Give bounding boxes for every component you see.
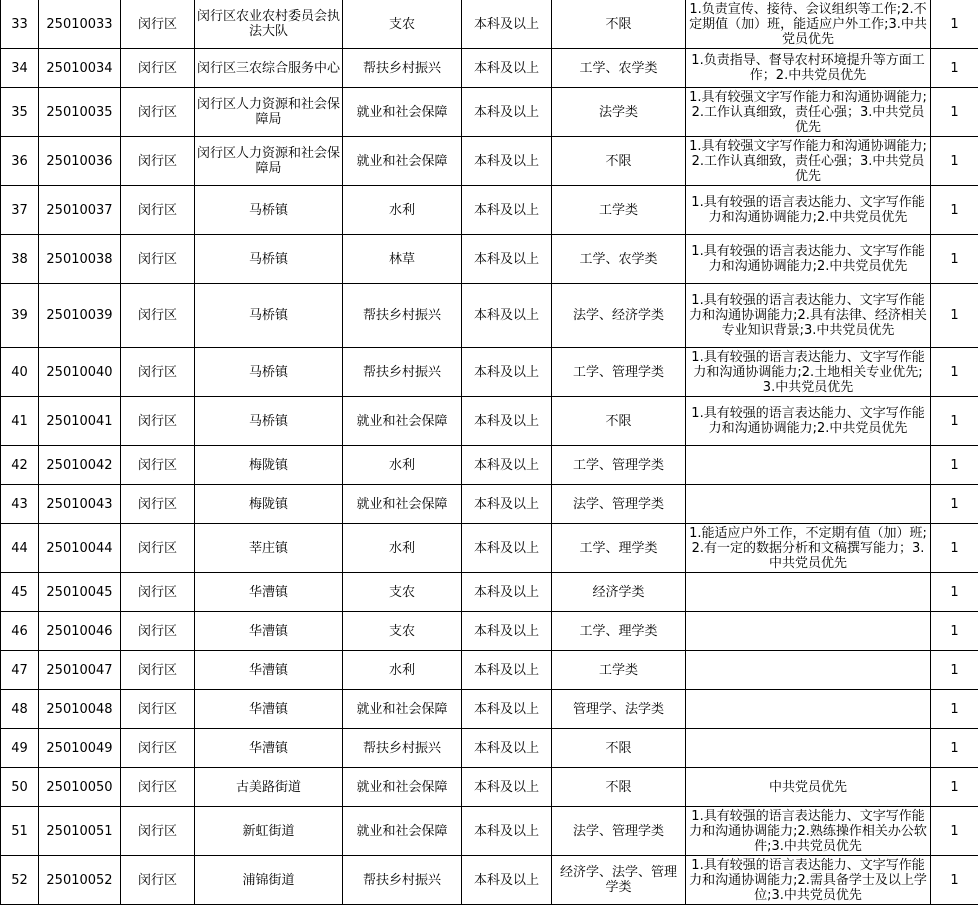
cell-education: 本科及以上 xyxy=(462,49,552,88)
cell-education: 本科及以上 xyxy=(462,485,552,524)
cell-position-code: 25010051 xyxy=(39,807,121,856)
cell-education: 本科及以上 xyxy=(462,137,552,186)
cell-row-number: 38 xyxy=(1,235,39,284)
cell-major: 工学、农学类 xyxy=(552,235,686,284)
cell-requirements: 1.负责宣传、接待、会议组织等工作;2.不定期值（加）班，能适应户外工作;3.中共党员优先 xyxy=(686,0,931,49)
cell-position: 就业和社会保障 xyxy=(343,137,462,186)
cell-education: 本科及以上 xyxy=(462,284,552,348)
cell-major: 工学类 xyxy=(552,651,686,690)
cell-row-number: 42 xyxy=(1,446,39,485)
cell-count: 1 xyxy=(931,768,978,807)
cell-requirements: 1.负责指导、督导农村环境提升等方面工作；2.中共党员优先 xyxy=(686,49,931,88)
cell-count: 1 xyxy=(931,0,978,49)
cell-education: 本科及以上 xyxy=(462,397,552,446)
cell-requirements: 1.具有较强的语言表达能力、文字写作能力和沟通协调能力;2.具有法律、经济相关专业知识背景;3.中共党员优先 xyxy=(686,284,931,348)
table-row xyxy=(1,690,978,729)
cell-position: 就业和社会保障 xyxy=(343,768,462,807)
cell-position-code: 25010044 xyxy=(39,524,121,573)
cell-unit: 华漕镇 xyxy=(195,690,343,729)
cell-position-code: 25010039 xyxy=(39,284,121,348)
cell-row-number: 33 xyxy=(1,0,39,49)
table-row xyxy=(1,573,978,612)
cell-count: 1 xyxy=(931,137,978,186)
cell-count: 1 xyxy=(931,729,978,768)
cell-requirements: 1.具有较强的语言表达能力、文字写作能力和沟通协调能力;2.土地相关专业优先;3.中共党员优先 xyxy=(686,348,931,397)
cell-unit: 华漕镇 xyxy=(195,612,343,651)
cell-unit: 闵行区农业农村委员会执法大队 xyxy=(195,0,343,49)
cell-position: 就业和社会保障 xyxy=(343,807,462,856)
cell-position-code: 25010033 xyxy=(39,0,121,49)
cell-position: 林草 xyxy=(343,235,462,284)
cell-row-number: 46 xyxy=(1,612,39,651)
cell-major: 不限 xyxy=(552,729,686,768)
table-row xyxy=(1,612,978,651)
cell-district: 闵行区 xyxy=(121,768,195,807)
cell-education: 本科及以上 xyxy=(462,186,552,235)
cell-education: 本科及以上 xyxy=(462,807,552,856)
table-row xyxy=(1,137,978,186)
cell-requirements xyxy=(686,485,931,524)
cell-major: 工学、管理学类 xyxy=(552,446,686,485)
cell-row-number: 49 xyxy=(1,729,39,768)
cell-position: 就业和社会保障 xyxy=(343,485,462,524)
cell-education: 本科及以上 xyxy=(462,235,552,284)
cell-count: 1 xyxy=(931,612,978,651)
cell-unit: 闵行区人力资源和社会保障局 xyxy=(195,137,343,186)
cell-row-number: 51 xyxy=(1,807,39,856)
cell-district: 闵行区 xyxy=(121,49,195,88)
table-row xyxy=(1,348,978,397)
cell-position: 水利 xyxy=(343,446,462,485)
cell-district: 闵行区 xyxy=(121,729,195,768)
cell-position-code: 25010035 xyxy=(39,88,121,137)
cell-requirements: 1.能适应户外工作，不定期有值（加）班;2.有一定的数据分析和文稿撰写能力；3.中共党员优先 xyxy=(686,524,931,573)
cell-requirements xyxy=(686,651,931,690)
cell-row-number: 37 xyxy=(1,186,39,235)
cell-requirements: 中共党员优先 xyxy=(686,768,931,807)
cell-position: 帮扶乡村振兴 xyxy=(343,729,462,768)
cell-district: 闵行区 xyxy=(121,397,195,446)
cell-unit: 梅陇镇 xyxy=(195,485,343,524)
cell-education: 本科及以上 xyxy=(462,856,552,905)
cell-district: 闵行区 xyxy=(121,0,195,49)
cell-count: 1 xyxy=(931,807,978,856)
cell-position-code: 25010040 xyxy=(39,348,121,397)
cell-position: 帮扶乡村振兴 xyxy=(343,49,462,88)
cell-position: 就业和社会保障 xyxy=(343,690,462,729)
cell-district: 闵行区 xyxy=(121,186,195,235)
cell-position-code: 25010046 xyxy=(39,612,121,651)
cell-unit: 莘庄镇 xyxy=(195,524,343,573)
cell-requirements xyxy=(686,612,931,651)
cell-major: 不限 xyxy=(552,397,686,446)
cell-row-number: 48 xyxy=(1,690,39,729)
cell-count: 1 xyxy=(931,88,978,137)
cell-row-number: 44 xyxy=(1,524,39,573)
cell-major: 经济学、法学、管理学类 xyxy=(552,856,686,905)
cell-education: 本科及以上 xyxy=(462,612,552,651)
cell-unit: 华漕镇 xyxy=(195,651,343,690)
cell-requirements: 1.具有较强的语言表达能力、文字写作能力和沟通协调能力;2.中共党员优先 xyxy=(686,397,931,446)
cell-unit: 华漕镇 xyxy=(195,729,343,768)
cell-district: 闵行区 xyxy=(121,690,195,729)
cell-major: 工学类 xyxy=(552,186,686,235)
cell-count: 1 xyxy=(931,856,978,905)
cell-requirements: 1.具有较强的语言表达能力、文字写作能力和沟通协调能力;2.中共党员优先 xyxy=(686,186,931,235)
cell-requirements: 1.具有较强的语言表达能力、文字写作能力和沟通协调能力;2.熟练操作相关办公软件;3.中共党员优先 xyxy=(686,807,931,856)
table-row xyxy=(1,235,978,284)
cell-position: 支农 xyxy=(343,573,462,612)
cell-unit: 华漕镇 xyxy=(195,573,343,612)
cell-position-code: 25010048 xyxy=(39,690,121,729)
cell-position: 水利 xyxy=(343,186,462,235)
table-row xyxy=(1,524,978,573)
cell-count: 1 xyxy=(931,651,978,690)
cell-row-number: 34 xyxy=(1,49,39,88)
cell-district: 闵行区 xyxy=(121,612,195,651)
cell-education: 本科及以上 xyxy=(462,446,552,485)
cell-major: 不限 xyxy=(552,0,686,49)
cell-education: 本科及以上 xyxy=(462,651,552,690)
cell-position: 水利 xyxy=(343,651,462,690)
cell-district: 闵行区 xyxy=(121,807,195,856)
cell-unit: 新虹街道 xyxy=(195,807,343,856)
cell-major: 不限 xyxy=(552,137,686,186)
cell-count: 1 xyxy=(931,397,978,446)
cell-major: 法学类 xyxy=(552,88,686,137)
cell-row-number: 52 xyxy=(1,856,39,905)
cell-position: 就业和社会保障 xyxy=(343,397,462,446)
cell-district: 闵行区 xyxy=(121,137,195,186)
cell-requirements xyxy=(686,573,931,612)
cell-major: 管理学、法学类 xyxy=(552,690,686,729)
cell-position-code: 25010045 xyxy=(39,573,121,612)
cell-count: 1 xyxy=(931,235,978,284)
cell-position: 帮扶乡村振兴 xyxy=(343,284,462,348)
cell-unit: 浦锦街道 xyxy=(195,856,343,905)
cell-position: 帮扶乡村振兴 xyxy=(343,348,462,397)
cell-position-code: 25010047 xyxy=(39,651,121,690)
cell-count: 1 xyxy=(931,573,978,612)
cell-row-number: 45 xyxy=(1,573,39,612)
cell-district: 闵行区 xyxy=(121,651,195,690)
cell-major: 工学、管理学类 xyxy=(552,348,686,397)
cell-major: 工学、理学类 xyxy=(552,524,686,573)
cell-count: 1 xyxy=(931,690,978,729)
cell-row-number: 36 xyxy=(1,137,39,186)
cell-position: 就业和社会保障 xyxy=(343,88,462,137)
cell-district: 闵行区 xyxy=(121,856,195,905)
table-row xyxy=(1,768,978,807)
cell-unit: 闵行区人力资源和社会保障局 xyxy=(195,88,343,137)
cell-major: 不限 xyxy=(552,768,686,807)
cell-count: 1 xyxy=(931,348,978,397)
table-row xyxy=(1,284,978,348)
cell-position-code: 25010052 xyxy=(39,856,121,905)
cell-district: 闵行区 xyxy=(121,446,195,485)
cell-requirements xyxy=(686,446,931,485)
cell-requirements xyxy=(686,729,931,768)
cell-position: 支农 xyxy=(343,612,462,651)
cell-requirements: 1.具有较强的语言表达能力、文字写作能力和沟通协调能力;2.需具备学士及以上学位;3.中共党员优先 xyxy=(686,856,931,905)
cell-count: 1 xyxy=(931,485,978,524)
cell-row-number: 39 xyxy=(1,284,39,348)
cell-unit: 闵行区三农综合服务中心 xyxy=(195,49,343,88)
cell-count: 1 xyxy=(931,186,978,235)
cell-unit: 马桥镇 xyxy=(195,348,343,397)
cell-major: 法学、管理学类 xyxy=(552,807,686,856)
cell-position-code: 25010050 xyxy=(39,768,121,807)
cell-education: 本科及以上 xyxy=(462,524,552,573)
cell-district: 闵行区 xyxy=(121,524,195,573)
cell-unit: 马桥镇 xyxy=(195,235,343,284)
cell-major: 法学、经济学类 xyxy=(552,284,686,348)
cell-district: 闵行区 xyxy=(121,485,195,524)
table-row xyxy=(1,856,978,905)
cell-unit: 马桥镇 xyxy=(195,186,343,235)
table-row xyxy=(1,397,978,446)
cell-position-code: 25010034 xyxy=(39,49,121,88)
cell-unit: 马桥镇 xyxy=(195,397,343,446)
table-row xyxy=(1,49,978,88)
cell-position-code: 25010043 xyxy=(39,485,121,524)
cell-education: 本科及以上 xyxy=(462,690,552,729)
cell-count: 1 xyxy=(931,284,978,348)
cell-row-number: 35 xyxy=(1,88,39,137)
cell-row-number: 43 xyxy=(1,485,39,524)
cell-position: 水利 xyxy=(343,524,462,573)
table-row xyxy=(1,651,978,690)
cell-major: 法学、管理学类 xyxy=(552,485,686,524)
cell-position-code: 25010037 xyxy=(39,186,121,235)
cell-row-number: 50 xyxy=(1,768,39,807)
cell-row-number: 47 xyxy=(1,651,39,690)
cell-position: 支农 xyxy=(343,0,462,49)
cell-education: 本科及以上 xyxy=(462,88,552,137)
cell-unit: 马桥镇 xyxy=(195,284,343,348)
cell-position-code: 25010041 xyxy=(39,397,121,446)
cell-count: 1 xyxy=(931,49,978,88)
cell-row-number: 40 xyxy=(1,348,39,397)
table-row xyxy=(1,807,978,856)
cell-district: 闵行区 xyxy=(121,235,195,284)
table-row xyxy=(1,446,978,485)
cell-unit: 梅陇镇 xyxy=(195,446,343,485)
cell-education: 本科及以上 xyxy=(462,573,552,612)
cell-requirements xyxy=(686,690,931,729)
table-row xyxy=(1,0,978,49)
cell-requirements: 1.具有较强的语言表达能力、文字写作能力和沟通协调能力;2.中共党员优先 xyxy=(686,235,931,284)
cell-position-code: 25010049 xyxy=(39,729,121,768)
cell-education: 本科及以上 xyxy=(462,348,552,397)
table-row xyxy=(1,485,978,524)
cell-major: 工学、农学类 xyxy=(552,49,686,88)
cell-major: 工学、理学类 xyxy=(552,612,686,651)
cell-education: 本科及以上 xyxy=(462,0,552,49)
table-body xyxy=(1,0,978,905)
cell-district: 闵行区 xyxy=(121,88,195,137)
cell-district: 闵行区 xyxy=(121,284,195,348)
cell-requirements: 1.具有较强文字写作能力和沟通协调能力;2.工作认真细致，责任心强；3.中共党员优先 xyxy=(686,88,931,137)
cell-position-code: 25010038 xyxy=(39,235,121,284)
cell-row-number: 41 xyxy=(1,397,39,446)
table-row xyxy=(1,88,978,137)
cell-education: 本科及以上 xyxy=(462,729,552,768)
cell-position: 帮扶乡村振兴 xyxy=(343,856,462,905)
cell-district: 闵行区 xyxy=(121,573,195,612)
cell-requirements: 1.具有较强文字写作能力和沟通协调能力;2.工作认真细致，责任心强；3.中共党员优先 xyxy=(686,137,931,186)
cell-count: 1 xyxy=(931,524,978,573)
cell-count: 1 xyxy=(931,446,978,485)
cell-major: 经济学类 xyxy=(552,573,686,612)
table-row xyxy=(1,186,978,235)
cell-position-code: 25010036 xyxy=(39,137,121,186)
table-row xyxy=(1,729,978,768)
cell-unit: 古美路街道 xyxy=(195,768,343,807)
cell-education: 本科及以上 xyxy=(462,768,552,807)
cell-position-code: 25010042 xyxy=(39,446,121,485)
cell-district: 闵行区 xyxy=(121,348,195,397)
